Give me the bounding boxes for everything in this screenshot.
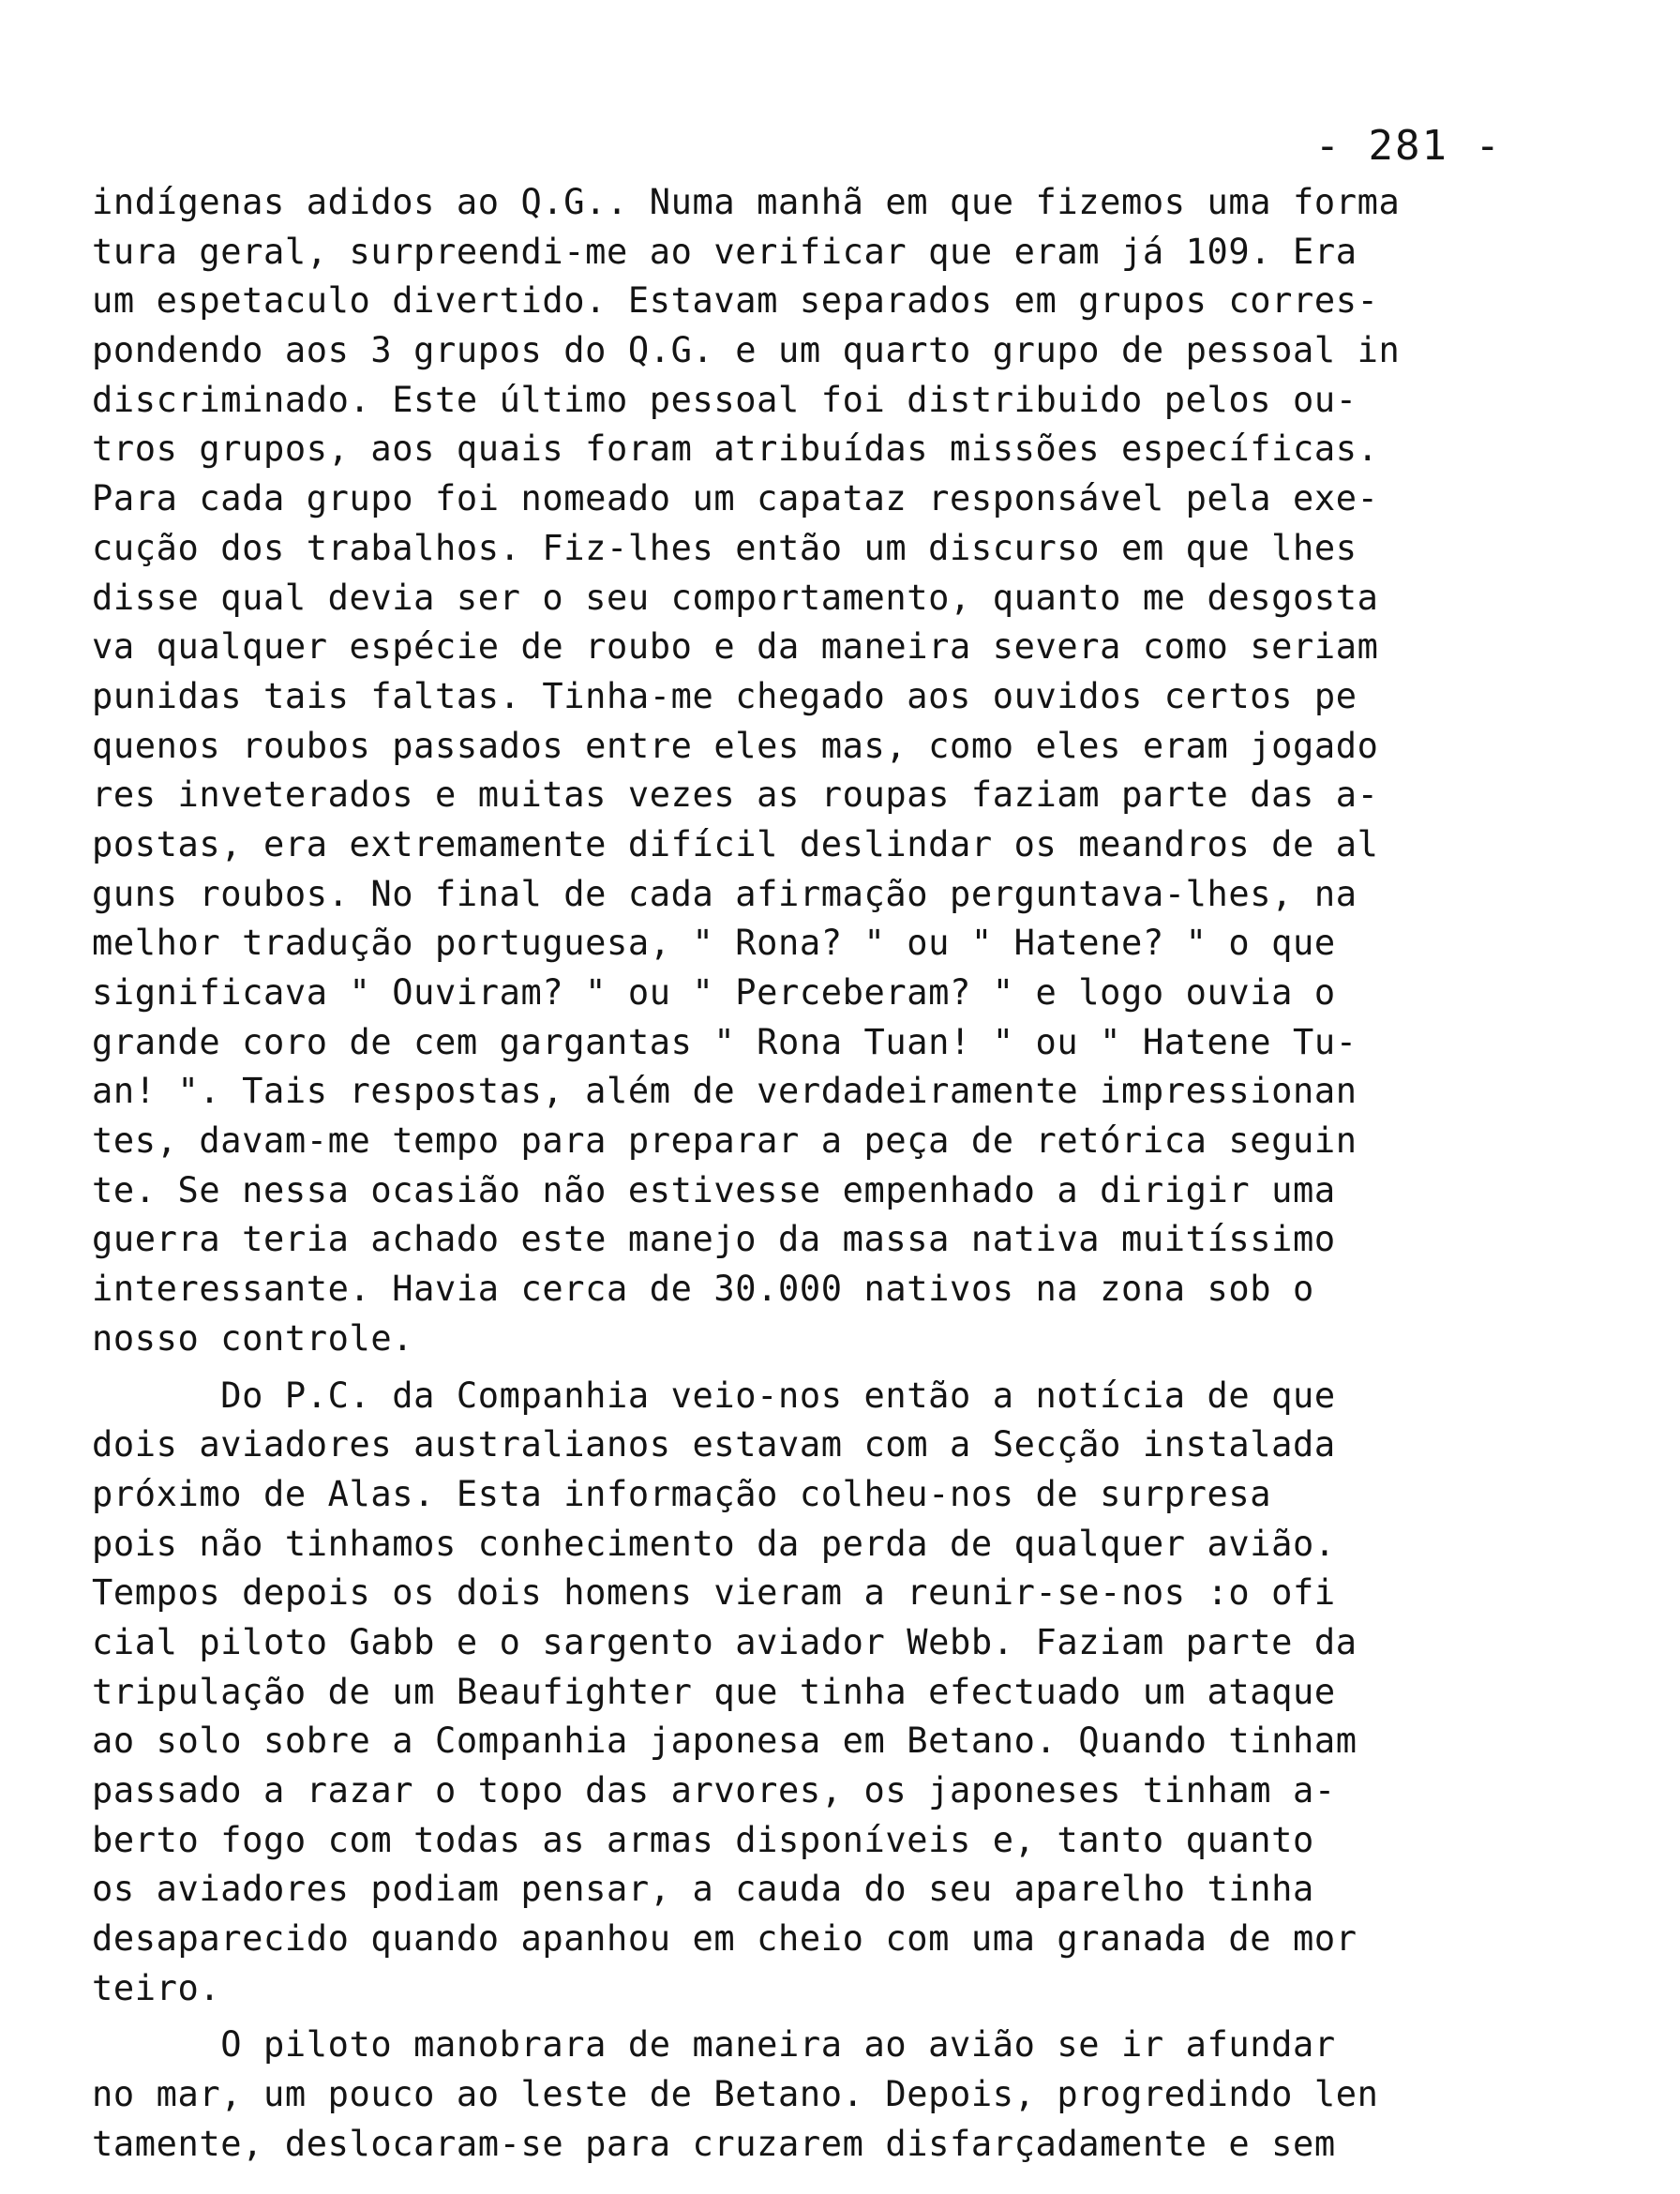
text-line: va qualquer espécie de roubo e da maneira severa como seriam <box>92 626 1379 668</box>
text-line: grande coro de cem gargantas " Rona Tuan! " ou " Hatene Tu- <box>92 1021 1358 1062</box>
text-line: ao solo sobre a Companhia japonesa em Betano. Quando tinham <box>92 1721 1358 1762</box>
text-line: Para cada grupo foi nomeado um capataz responsável pela exe- <box>92 478 1379 519</box>
text-line: tros grupos, aos quais foram atribuídas missões específicas. <box>92 428 1379 470</box>
text-line: disse qual devia ser o seu comportamento, quanto me desgosta <box>92 577 1379 618</box>
text-line: passado a razar o topo das arvores, os japoneses tinham a- <box>92 1770 1336 1811</box>
text-line: os aviadores podiam pensar, a cauda do seu aparelho tinha <box>92 1869 1314 1910</box>
body-text <box>92 178 1592 2170</box>
text-line: desaparecido quando apanhou em cheio com uma granada de mor <box>92 1918 1358 1960</box>
text-line: próximo de Alas. Esta informação colheu-nos de surpresa <box>92 1473 1272 1514</box>
text-line: O piloto manobrara de maneira ao avião se ir afundar <box>92 2024 1336 2066</box>
text-line: quenos roubos passados entre eles mas, como eles eram jogado <box>92 725 1379 766</box>
text-line: berto fogo com todas as armas disponíveis e, tanto quanto <box>92 1819 1314 1860</box>
text-line: res inveterados e muitas vezes as roupas faziam parte das a- <box>92 774 1379 816</box>
text-line: postas, era extremamente difícil deslindar os meandros de al <box>92 823 1379 864</box>
text-line: pondendo aos 3 grupos do Q.G. e um quarto grupo de pessoal in <box>92 330 1401 371</box>
text-line: discriminado. Este último pessoal foi distribuido pelos ou- <box>92 379 1358 420</box>
page-number: - 281 - <box>1314 122 1502 170</box>
text-line: melhor tradução portuguesa, " Rona? " ou " Hatene? " o que <box>92 923 1336 964</box>
text-line: tes, davam-me tempo para preparar a peça de retórica seguin <box>92 1120 1358 1162</box>
text-line: pois não tinhamos conhecimento da perda de qualquer avião. <box>92 1523 1336 1564</box>
text-line: guns roubos. No final de cada afirmação perguntava-lhes, na <box>92 873 1358 914</box>
text-line: um espetaculo divertido. Estavam separados em grupos corres- <box>92 280 1379 322</box>
text-line: te. Se nessa ocasião não estivesse empenhado a dirigir uma <box>92 1169 1336 1210</box>
text-line: teiro. <box>92 1967 221 2008</box>
text-line: nosso controle. <box>92 1317 414 1359</box>
text-line: tura geral, surpreendi-me ao verificar que eram já 109. Era <box>92 231 1358 272</box>
text-line: tamente, deslocaram-se para cruzarem disfarçadamente e sem <box>92 2123 1336 2164</box>
text-line: interessante. Havia cerca de 30.000 nativos na zona sob o <box>92 1269 1314 1310</box>
text-line: tripulação de um Beaufighter que tinha efectuado um ataque <box>92 1671 1336 1712</box>
text-line: indígenas adidos ao Q.G.. Numa manhã em que fizemos uma forma <box>92 182 1401 222</box>
text-line: guerra teria achado este manejo da massa nativa muitíssimo <box>92 1219 1336 1260</box>
text-line: significava " Ouviram? " ou " Perceberam? " e logo ouvia o <box>92 972 1336 1013</box>
text-line: an! ". Tais respostas, além de verdadeiramente impressionan <box>92 1071 1358 1112</box>
text-line: Do P.C. da Companhia veio-nos então a notícia de que <box>92 1375 1336 1416</box>
text-line: no mar, um pouco ao leste de Betano. Depois, progredindo len <box>92 2074 1379 2115</box>
text-line: punidas tais faltas. Tinha-me chegado aos ouvidos certos pe <box>92 675 1358 716</box>
text-line: Tempos depois os dois homens vieram a reunir-se-nos :o ofi <box>92 1572 1336 1614</box>
text-line: dois aviadores australianos estavam com a Secção instalada <box>92 1424 1336 1465</box>
text-line: cial piloto Gabb e o sargento aviador Webb. Faziam parte da <box>92 1621 1358 1662</box>
text-line: cução dos trabalhos. Fiz-lhes então um discurso em que lhes <box>92 527 1358 568</box>
